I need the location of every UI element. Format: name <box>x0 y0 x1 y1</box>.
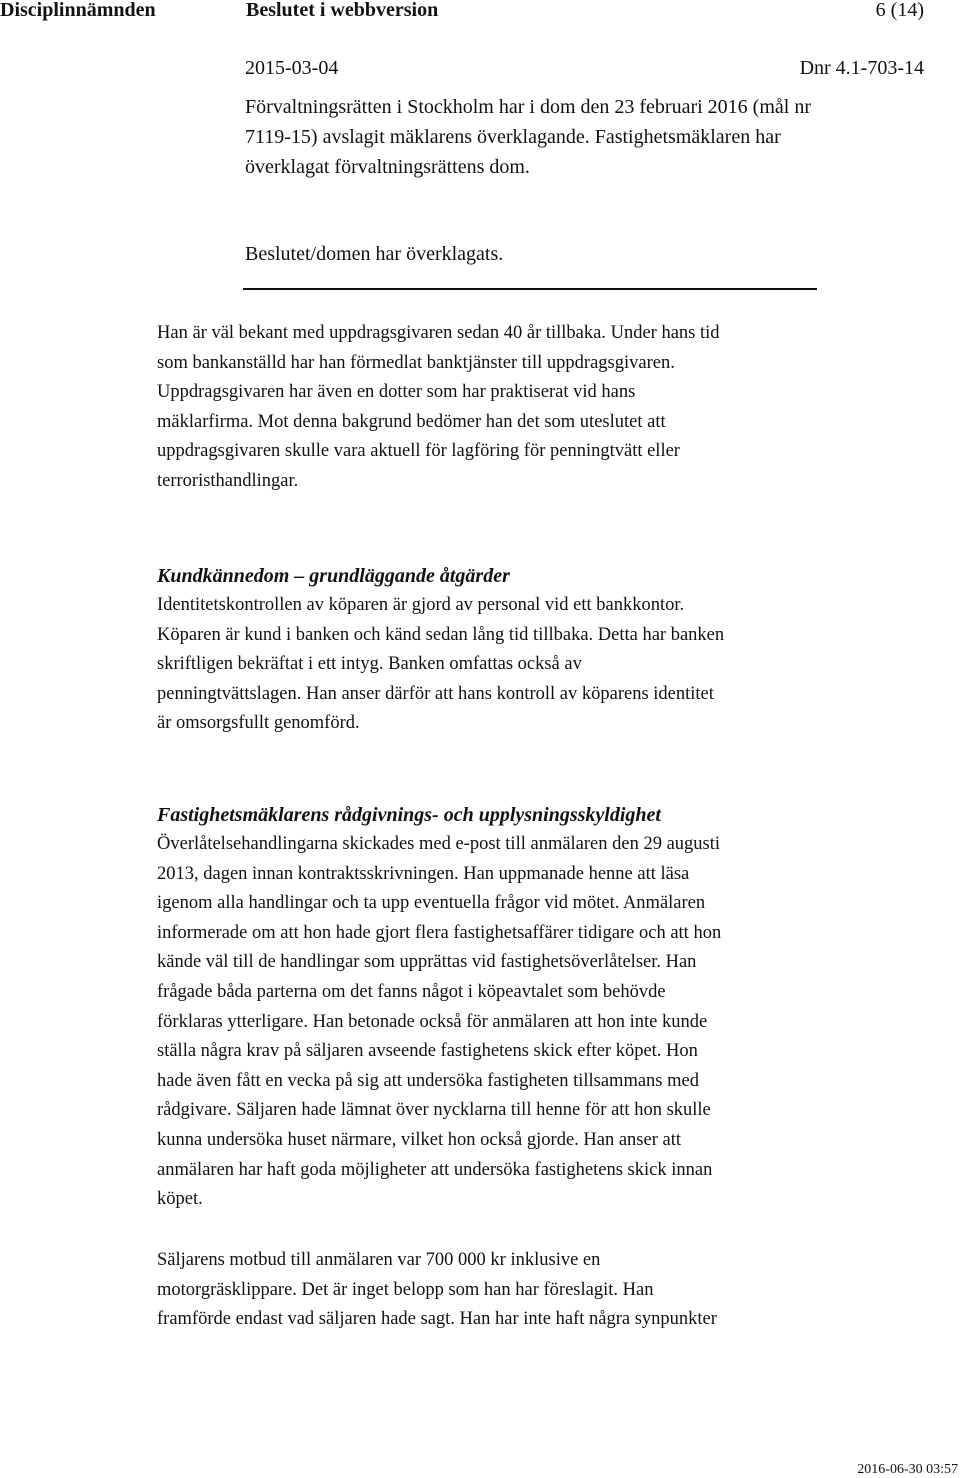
text-line: penningtvättslagen. Han anser därför att hans kontroll av köparens identitet <box>157 683 714 704</box>
text-line: mäklarfirma. Mot denna bakgrund bedömer han det som uteslutet att <box>157 411 666 432</box>
text-line: anmälaren har haft goda möjligheter att undersöka fastighetens skick innan <box>157 1159 713 1180</box>
divider-line <box>243 288 817 290</box>
document-type: Beslutet i webbversion <box>246 0 439 21</box>
print-timestamp: 2016-06-30 03:57 <box>857 1462 958 1477</box>
text-line: kunna undersöka huset närmare, vilket hon också gjorde. Han anser att <box>157 1129 681 1150</box>
text-line: 2013, dagen innan kontraktsskrivningen. Han uppmanade henne att läsa <box>157 863 690 884</box>
text-line: som bankanställd har han förmedlat banktjänster till uppdragsgivaren. <box>157 352 675 373</box>
page-number: 6 (14) <box>875 0 924 21</box>
court-notice-line: Förvaltningsrätten i Stockholm har i dom den 23 februari 2016 (mål nr <box>245 96 811 118</box>
court-notice <box>245 92 845 182</box>
paragraph-relationship <box>157 319 720 497</box>
court-notice-line: överklagat förvaltningsrättens dom. <box>245 156 530 178</box>
text-line: rådgivare. Säljaren hade lämnat över nycklarna till henne för att hon skulle <box>157 1100 711 1121</box>
text-line: är omsorgsfullt genomförd. <box>157 713 360 734</box>
decision-date: 2015-03-04 <box>245 57 339 79</box>
text-line: Överlåtelsehandlingarna skickades med e-post till anmälaren den 29 augusti <box>157 834 721 854</box>
text-line: Säljarens motbud till anmälaren var 700 000 kr inklusive en <box>157 1250 601 1270</box>
text-line: hade även fått en vecka på sig att undersöka fastigheten tillsammans med <box>157 1070 699 1091</box>
text-line: ställa några krav på säljaren avseende fastighetens skick efter köpet. Hon <box>157 1041 698 1062</box>
text-line: förklaras ytterligare. Han betonade också för anmälaren att hon inte kunde <box>157 1011 708 1032</box>
appeal-note: Beslutet/domen har överklagats. <box>245 243 504 265</box>
text-line: terroristhandlingar. <box>157 470 299 491</box>
authority-name: Disciplinnämnden <box>0 0 156 21</box>
text-line: motorgräsklippare. Det är inget belopp som han har föreslagit. Han <box>157 1279 654 1300</box>
text-line: köpet. <box>157 1189 203 1210</box>
text-line: Köparen är kund i banken och känd sedan lång tid tillbaka. Detta har banken <box>157 624 725 645</box>
text-line: igenom alla handlingar och ta upp eventuella frågor vid mötet. Anmälaren <box>157 893 706 914</box>
text-line: Uppdragsgivaren har även en dotter som har praktiserat vid hans <box>157 382 636 403</box>
section-heading-customer-due-diligence: Kundkännedom – grundläggande åtgärder <box>157 565 510 587</box>
case-number: Dnr 4.1-703-14 <box>799 57 924 79</box>
section-body-customer-due-diligence <box>157 591 724 739</box>
text-line: frågade båda parterna om det fanns något i köpeavtalet som behövde <box>157 981 666 1002</box>
section-heading-advice-obligation: Fastighetsmäklarens rådgivnings- och upplysningsskyldighet <box>157 804 661 826</box>
text-line: framförde endast vad säljaren hade sagt. Han har inte haft några synpunkter <box>157 1309 717 1330</box>
text-line: uppdragsgivaren skulle vara aktuell för lagföring för penningtvätt eller <box>157 441 680 462</box>
paragraph-counteroffer <box>157 1246 717 1335</box>
text-line: skriftligen bekräftat i ett intyg. Banken omfattas också av <box>157 654 582 675</box>
section-body-advice-obligation <box>157 830 721 1215</box>
court-notice-line: 7119-15) avslagit mäklarens överklagande. Fastighetsmäklaren har <box>245 126 781 148</box>
text-line: Han är väl bekant med uppdragsgivaren sedan 40 år tillbaka. Under hans tid <box>157 323 720 343</box>
text-line: informerade om att hon hade gjort flera fastighetsaffärer tidigare och att hon <box>157 922 722 943</box>
text-line: Identitetskontrollen av köparen är gjord av personal vid ett bankkontor. <box>157 595 685 615</box>
text-line: kände väl till de handlingar som upprättas vid fastighetsöverlåtelser. Han <box>157 952 697 973</box>
